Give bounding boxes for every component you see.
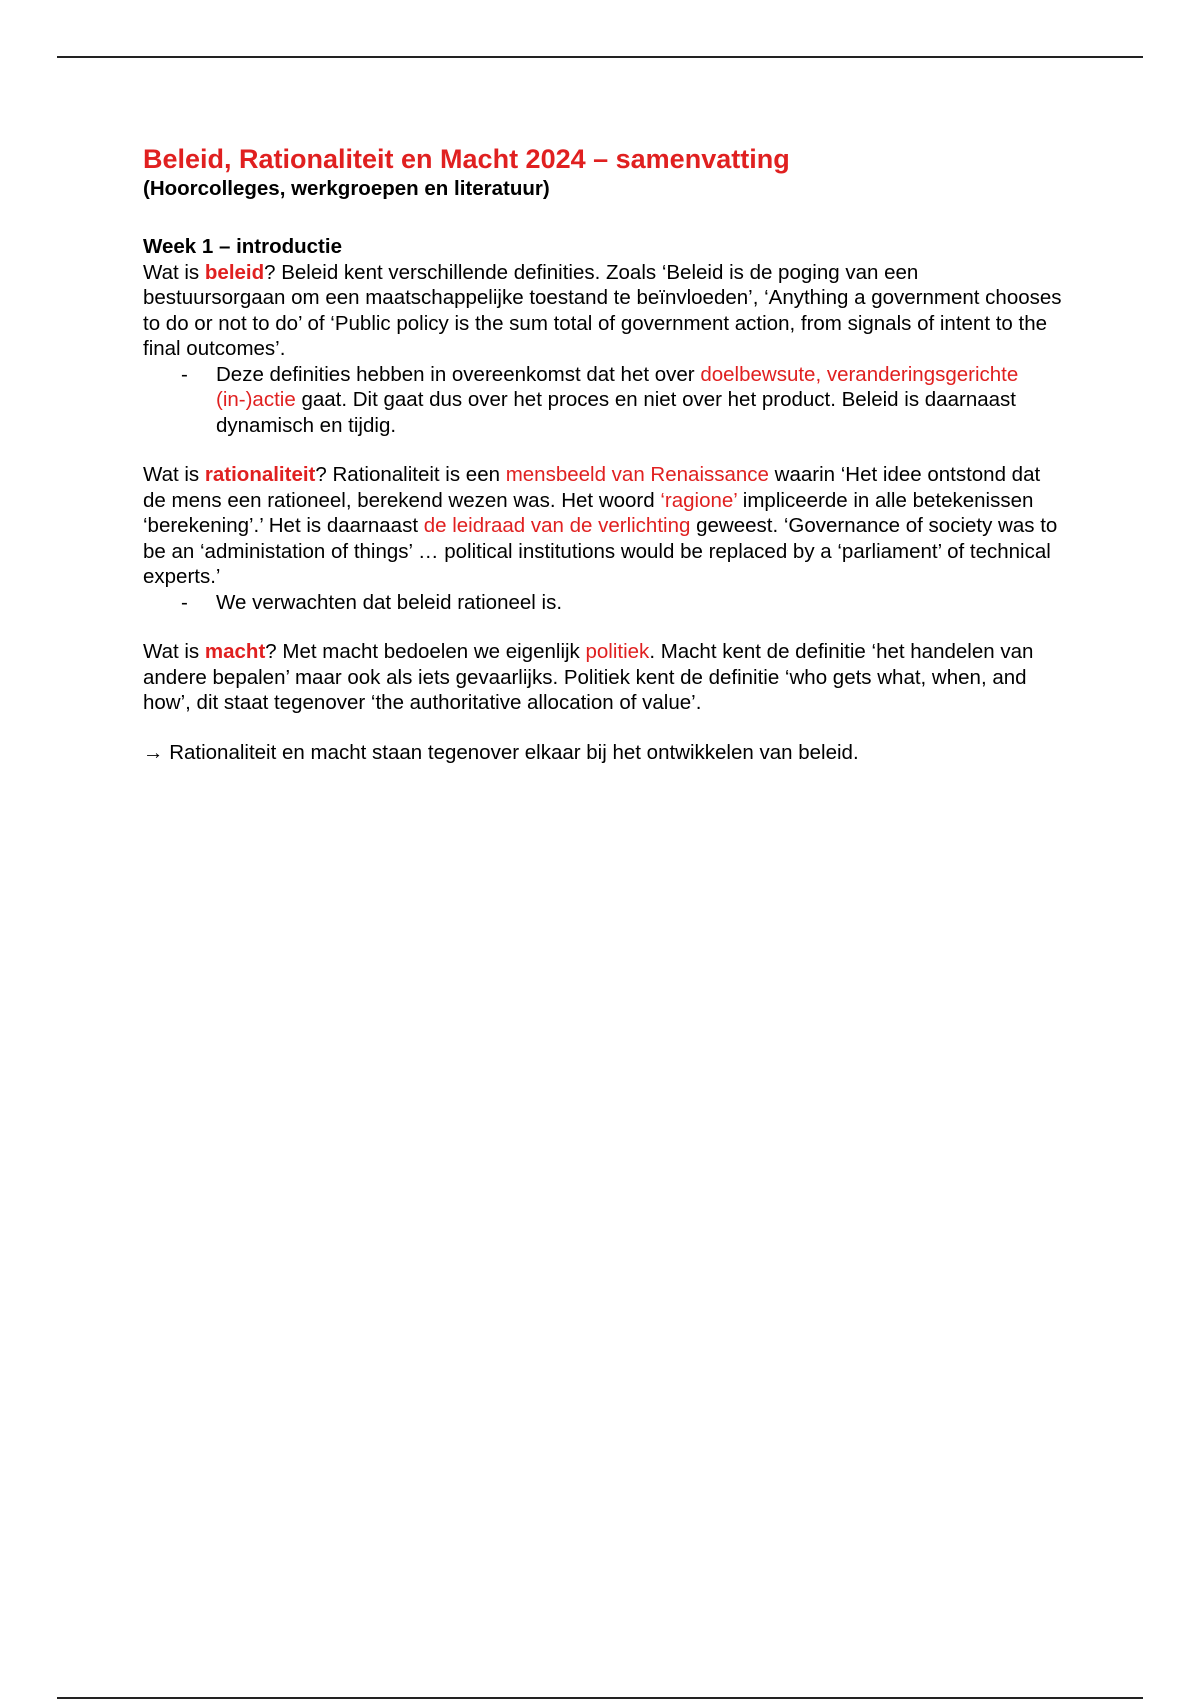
week-1-heading: Week 1 – introductie: [143, 235, 342, 258]
conclusion-line: [143, 740, 1063, 766]
document-body: [143, 142, 1063, 765]
rationaliteit-bullet: [143, 590, 1063, 616]
rationaliteit-term: rationaliteit: [204, 463, 316, 486]
rationaliteit-paragraph: [143, 462, 1063, 590]
bottom-rule: [57, 1697, 1143, 1699]
top-rule: [57, 56, 1143, 58]
rationaliteit-text-5: geweest. ‘Governance of society was to be an ‘administation of things’ … political institutions would be replaced by a ‘parliament’ of technical experts.’: [143, 514, 1058, 588]
rationaliteit-highlight-2: ‘ragione’: [660, 488, 738, 512]
rationaliteit-bullet-text: We verwachten dat beleid rationeel is.: [216, 590, 563, 614]
rationaliteit-text-4: impliceerde in alle betekenissen ‘berekening’.’ Het is daarnaast: [143, 488, 1034, 537]
macht-highlight: politiek: [585, 640, 650, 663]
macht-text-3: . Macht kent de definitie ‘het handelen van andere bepalen’ maar ook als iets gevaarlijks. Politiek kent de definitie ‘who gets what, when, and how’, dit staat tegenover ‘the authoritative allocation of value’.: [143, 640, 1034, 714]
macht-term: macht: [204, 640, 266, 663]
beleid-bullet-text-1: Deze definities hebben in overeenkomst dat het over: [216, 362, 701, 386]
bullet-dash: -: [181, 590, 188, 614]
rationaliteit-text-3: waarin ‘Het idee ontstond dat de mens een rationeel, berekend wezen was. Het woord: [143, 463, 1041, 512]
beleid-bullet-text-2: gaat. Dit gaat dus over het proces en niet over het product. Beleid is daarnaast dynamisch en tijdig.: [216, 388, 1016, 437]
macht-text-1: Wat is: [143, 640, 205, 663]
macht-text-2: ? Met macht bedoelen we eigenlijk: [265, 640, 586, 663]
rationaliteit-highlight-1: mensbeeld van Renaissance: [505, 463, 769, 486]
document-title: Beleid, Rationaliteit en Macht 2024 – samenvatting: [143, 144, 790, 174]
beleid-text-2: ? Beleid kent verschillende definities. Zoals ‘Beleid is de poging van een bestuursorgaan om een maatschappelijke toestand te beïnvloeden’, ‘Anything a government chooses to do or not to do’ of ‘Public policy is the sum total of government action, from signals of intent to the final outcomes’.: [143, 260, 1062, 360]
macht-paragraph: [143, 639, 1063, 716]
bullet-dash: -: [181, 362, 188, 386]
arrow-icon: →: [143, 740, 164, 764]
rationaliteit-text-1: Wat is: [143, 463, 205, 486]
beleid-term: beleid: [204, 260, 265, 284]
rationaliteit-text-2: ? Rationaliteit is een: [315, 463, 506, 486]
conclusion-text: Rationaliteit en macht staan tegenover elkaar bij het ontwikkelen van beleid.: [163, 740, 859, 764]
beleid-bullet-highlight: doelbewsute, veranderingsgerichte (in-)actie: [216, 362, 1019, 411]
rationaliteit-highlight-3: de leidraad van de verlichting: [423, 514, 691, 537]
beleid-paragraph: [143, 260, 1063, 362]
beleid-text-1: Wat is: [143, 260, 205, 284]
beleid-bullet: [143, 362, 1063, 439]
document-subtitle: (Hoorcolleges, werkgroepen en literatuur): [143, 177, 550, 200]
